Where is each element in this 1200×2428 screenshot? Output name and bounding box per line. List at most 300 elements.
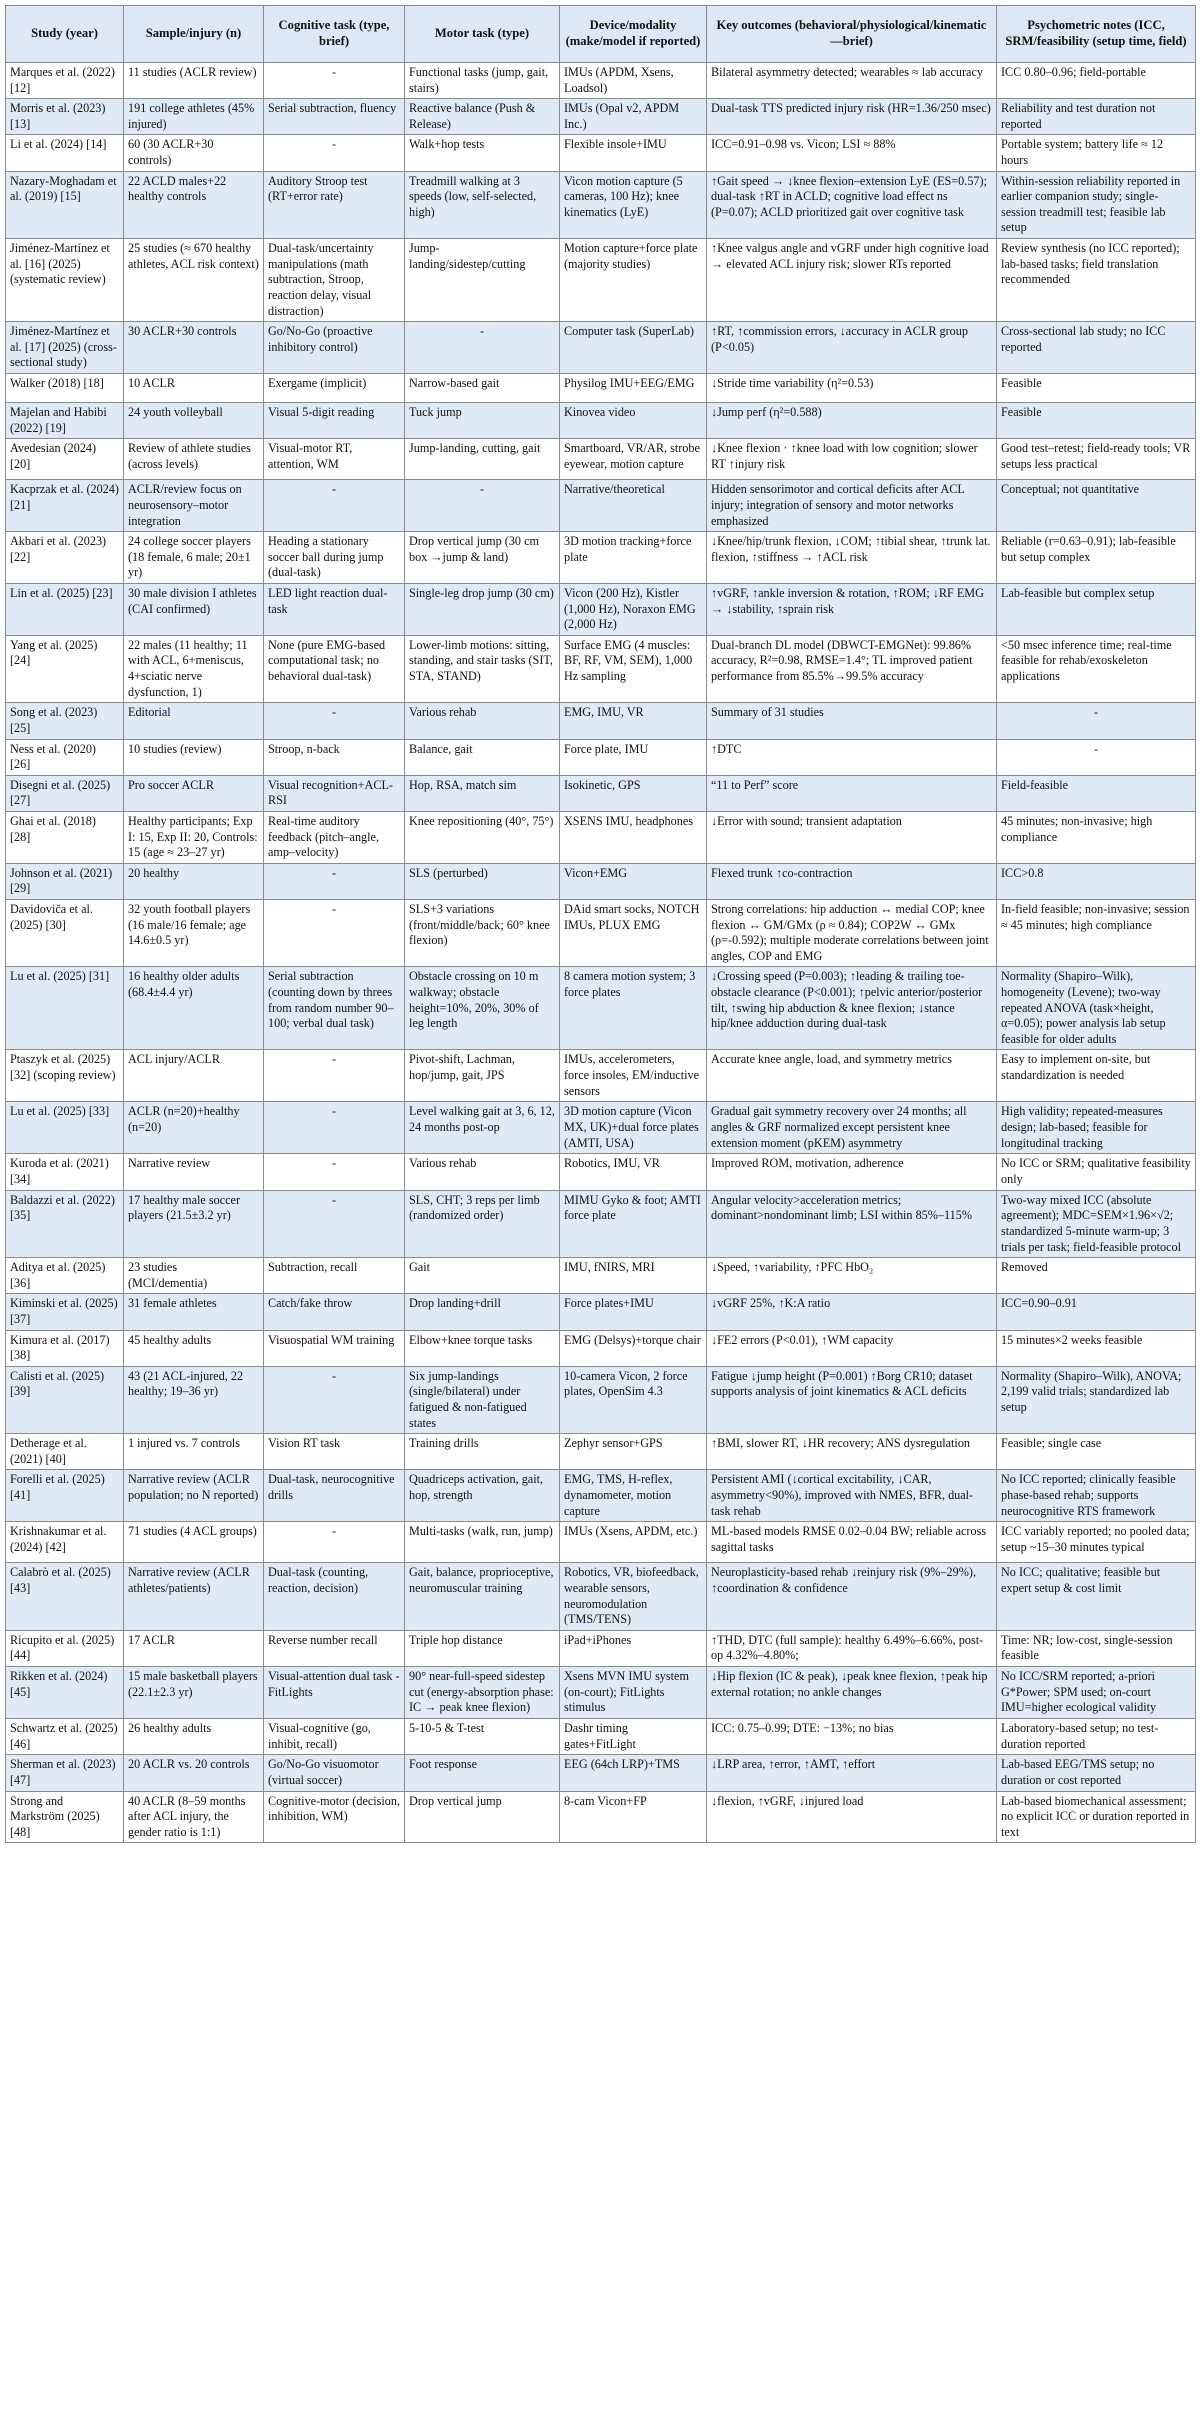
cell-motor-task: Gait: [405, 1258, 560, 1294]
cell-psychometric-notes: 15 minutes×2 weeks feasible: [997, 1330, 1196, 1366]
cell-motor-task: -: [405, 322, 560, 374]
cell-motor-task: Training drills: [405, 1434, 560, 1470]
cell-cognitive-task: Auditory Stroop test (RT+error rate): [264, 171, 405, 238]
cell-motor-task: SLS, CHT; 3 reps per limb (randomized order): [405, 1190, 560, 1257]
cell-device: EMG, IMU, VR: [560, 703, 707, 739]
cell-key-outcomes: Summary of 31 studies: [707, 703, 997, 739]
cell-study: Lu et al. (2025) [33]: [6, 1102, 124, 1154]
cell-sample: 24 youth volleyball: [124, 403, 264, 439]
cell-cognitive-task: Real-time auditory feedback (pitch–angle, amp–velocity): [264, 811, 405, 863]
cell-study: Akbari et al. (2023) [22]: [6, 532, 124, 584]
table-row: [6, 1791, 1196, 1843]
cell-cognitive-task: Reverse number recall: [264, 1630, 405, 1666]
cell-sample: 17 healthy male soccer players (21.5±3.2 yr): [124, 1190, 264, 1257]
table-row: [6, 739, 1196, 775]
cell-key-outcomes: ↑Knee valgus angle and vGRF under high cognitive load → elevated ACL injury risk; slower RTs reported: [707, 239, 997, 322]
cell-motor-task: SLS (perturbed): [405, 863, 560, 899]
table-row: [6, 322, 1196, 374]
cell-cognitive-task: -: [264, 1190, 405, 1257]
cell-key-outcomes: ↓LRP area, ↑error, ↑AMT, ↑effort: [707, 1755, 997, 1791]
cell-sample: 16 healthy older adults (68.4±4.4 yr): [124, 967, 264, 1050]
cell-cognitive-task: -: [264, 703, 405, 739]
cell-device: Xsens MVN IMU system (on-court); FitLights stimulus: [560, 1667, 707, 1719]
cell-device: IMUs (Opal v2, APDM Inc.): [560, 99, 707, 135]
cell-study: Walker (2018) [18]: [6, 374, 124, 403]
cell-cognitive-task: -: [264, 135, 405, 171]
cell-key-outcomes: ↓Error with sound; transient adaptation: [707, 811, 997, 863]
cell-psychometric-notes: No ICC reported; clinically feasible phase-based rehab; supports neurocognitive RTS framework: [997, 1470, 1196, 1522]
cell-psychometric-notes: Good test–retest; field-ready tools; VR setups less practical: [997, 439, 1196, 480]
cell-study: Ghai et al. (2018) [28]: [6, 811, 124, 863]
cell-cognitive-task: Dual-task, neurocognitive drills: [264, 1470, 405, 1522]
cell-motor-task: Balance, gait: [405, 739, 560, 775]
table-row: [6, 135, 1196, 171]
cell-device: EMG, TMS, H-reflex, dynamometer, motion capture: [560, 1470, 707, 1522]
cell-key-outcomes: ML-based models RMSE 0.02–0.04 BW; reliable across sagittal tasks: [707, 1522, 997, 1563]
cell-cognitive-task: Serial subtraction, fluency: [264, 99, 405, 135]
cell-sample: 11 studies (ACLR review): [124, 63, 264, 99]
cell-device: 10-camera Vicon, 2 force plates, OpenSim 4.3: [560, 1366, 707, 1433]
cell-key-outcomes: Strong correlations: hip adduction ↔ medial COP; knee flexion ↔ GM/GMx (ρ ≈ 0.84); COP2W ↔ GMx (ρ=-0.592); multiple moderate correlations between joint angles, COP and EMG: [707, 899, 997, 966]
table-row: [6, 1102, 1196, 1154]
table-row: [6, 1667, 1196, 1719]
cell-study: Strong and Markström (2025) [48]: [6, 1791, 124, 1843]
cell-cognitive-task: -: [264, 1154, 405, 1190]
cell-cognitive-task: Exergame (implicit): [264, 374, 405, 403]
cell-sample: 40 ACLR (8–59 months after ACL injury, the gender ratio is 1:1): [124, 1791, 264, 1843]
cell-motor-task: Triple hop distance: [405, 1630, 560, 1666]
cell-sample: Narrative review: [124, 1154, 264, 1190]
cell-psychometric-notes: Review synthesis (no ICC reported); lab-based tasks; field translation recommended: [997, 239, 1196, 322]
cell-sample: 20 ACLR vs. 20 controls: [124, 1755, 264, 1791]
table-row: [6, 1294, 1196, 1330]
cell-sample: ACLR (n=20)+healthy (n=20): [124, 1102, 264, 1154]
cell-motor-task: Knee repositioning (40°, 75°): [405, 811, 560, 863]
cell-cognitive-task: -: [264, 863, 405, 899]
cell-motor-task: Level walking gait at 3, 6, 12, 24 months post-op: [405, 1102, 560, 1154]
cell-psychometric-notes: Field-feasible: [997, 775, 1196, 811]
cell-key-outcomes: ↓Stride time variability (η²=0.53): [707, 374, 997, 403]
cell-study: Kiminski et al. (2025) [37]: [6, 1294, 124, 1330]
cell-psychometric-notes: ICC=0.90–0.91: [997, 1294, 1196, 1330]
cell-cognitive-task: -: [264, 1366, 405, 1433]
cell-device: Force plate, IMU: [560, 739, 707, 775]
cell-cognitive-task: -: [264, 899, 405, 966]
cell-key-outcomes: Bilateral asymmetry detected; wearables ≈ lab accuracy: [707, 63, 997, 99]
cell-cognitive-task: Visual-motor RT, attention, WM: [264, 439, 405, 480]
table-row: [6, 1366, 1196, 1433]
cell-study: Calabrò et al. (2025) [43]: [6, 1563, 124, 1630]
cell-psychometric-notes: Normality (Shapiro–Wilk), homogeneity (Levene); two-way repeated ANOVA (task×height, α=0.05); power analysis lab setup feasible for older adults: [997, 967, 1196, 1050]
cell-motor-task: SLS+3 variations (front/middle/back; 60° knee flexion): [405, 899, 560, 966]
cell-device: Flexible insole+IMU: [560, 135, 707, 171]
cell-sample: 25 studies (≈ 670 healthy athletes, ACL risk context): [124, 239, 264, 322]
header-study: Study (year): [6, 6, 124, 63]
cell-study: Jiménez-Martínez et al. [17] (2025) (cross-sectional study): [6, 322, 124, 374]
cell-key-outcomes: Dual-branch DL model (DBWCT-EMGNet): 99.86% accuracy, R²=0.98, RMSE=1.4°; TL improved patient performance from 85.5%→99.5% accuracy: [707, 635, 997, 702]
table-row: [6, 967, 1196, 1050]
cell-device: Physilog IMU+EEG/EMG: [560, 374, 707, 403]
cell-sample: 10 ACLR: [124, 374, 264, 403]
cell-key-outcomes: ↓flexion, ↑vGRF, ↓injured load: [707, 1791, 997, 1843]
cell-study: Marques et al. (2022) [12]: [6, 63, 124, 99]
cell-motor-task: Reactive balance (Push & Release): [405, 99, 560, 135]
cell-study: Li et al. (2024) [14]: [6, 135, 124, 171]
header-motor-task: Motor task (type): [405, 6, 560, 63]
cell-device: Dashr timing gates+FitLight: [560, 1719, 707, 1755]
cell-cognitive-task: Visual 5-digit reading: [264, 403, 405, 439]
cell-sample: 1 injured vs. 7 controls: [124, 1434, 264, 1470]
cell-sample: Narrative review (ACLR athletes/patients): [124, 1563, 264, 1630]
cell-study: Kacprzak et al. (2024) [21]: [6, 480, 124, 532]
cell-study: Lin et al. (2025) [23]: [6, 584, 124, 636]
cell-device: Vicon (200 Hz), Kistler (1,000 Hz), Noraxon EMG (2,000 Hz): [560, 584, 707, 636]
cell-key-outcomes: Dual-task TTS predicted injury risk (HR=1.36/250 msec): [707, 99, 997, 135]
cell-device: 8-cam Vicon+FP: [560, 1791, 707, 1843]
table-row: [6, 1563, 1196, 1630]
cell-motor-task: Six jump-landings (single/bilateral) under fatigued & non-fatigued states: [405, 1366, 560, 1433]
cell-psychometric-notes: No ICC; qualitative; feasible but expert setup & cost limit: [997, 1563, 1196, 1630]
cell-psychometric-notes: In-field feasible; non-invasive; session ≈ 45 minutes; high compliance: [997, 899, 1196, 966]
cell-psychometric-notes: -: [997, 703, 1196, 739]
table-row: [6, 775, 1196, 811]
cell-motor-task: Treadmill walking at 3 speeds (low, self-selected, high): [405, 171, 560, 238]
table-header-row: [6, 6, 1196, 63]
cell-psychometric-notes: Feasible: [997, 374, 1196, 403]
cell-sample: 15 male basketball players (22.1±2.3 yr): [124, 1667, 264, 1719]
cell-sample: 191 college athletes (45% injured): [124, 99, 264, 135]
cell-motor-task: Jump-landing/sidestep/cutting: [405, 239, 560, 322]
table-row: [6, 239, 1196, 322]
cell-study: Schwartz et al. (2025) [46]: [6, 1719, 124, 1755]
cell-key-outcomes: Hidden sensorimotor and cortical deficits after ACL injury; integration of sensory and motor networks emphasized: [707, 480, 997, 532]
table-row: [6, 439, 1196, 480]
cell-cognitive-task: Dual-task (counting, reaction, decision): [264, 1563, 405, 1630]
table-row: [6, 703, 1196, 739]
table-row: [6, 1050, 1196, 1102]
cell-motor-task: Elbow+knee torque tasks: [405, 1330, 560, 1366]
cell-cognitive-task: Vision RT task: [264, 1434, 405, 1470]
cell-sample: 10 studies (review): [124, 739, 264, 775]
cell-sample: ACLR/review focus on neurosensory–motor integration: [124, 480, 264, 532]
cell-key-outcomes: ↑DTC: [707, 739, 997, 775]
cell-cognitive-task: Subtraction, recall: [264, 1258, 405, 1294]
cell-device: Kinovea video: [560, 403, 707, 439]
cell-study: Detherage et al. (2021) [40]: [6, 1434, 124, 1470]
cell-device: Surface EMG (4 muscles: BF, RF, VM, SEM), 1,000 Hz sampling: [560, 635, 707, 702]
header-device: Device/modality (make/model if reported): [560, 6, 707, 63]
cell-motor-task: Gait, balance, proprioceptive, neuromuscular training: [405, 1563, 560, 1630]
cell-motor-task: Jump-landing, cutting, gait: [405, 439, 560, 480]
cell-cognitive-task: LED light reaction dual-task: [264, 584, 405, 636]
cell-psychometric-notes: Feasible: [997, 403, 1196, 439]
cell-psychometric-notes: Cross-sectional lab study; no ICC reported: [997, 322, 1196, 374]
cell-motor-task: Pivot-shift, Lachman, hop/jump, gait, JPS: [405, 1050, 560, 1102]
cell-motor-task: Single-leg drop jump (30 cm): [405, 584, 560, 636]
cell-device: 3D motion capture (Vicon MX, UK)+dual force plates (AMTI, USA): [560, 1102, 707, 1154]
cell-device: Isokinetic, GPS: [560, 775, 707, 811]
cell-key-outcomes: Neuroplasticity-based rehab ↓reinjury risk (9%–29%), ↑coordination & confidence: [707, 1563, 997, 1630]
cell-psychometric-notes: No ICC or SRM; qualitative feasibility only: [997, 1154, 1196, 1190]
cell-key-outcomes: ICC: 0.75–0.99; DTE: −13%; no bias: [707, 1719, 997, 1755]
cell-study: Jiménez-Martínez et al. [16] (2025) (systematic review): [6, 239, 124, 322]
cell-key-outcomes: ↑vGRF, ↑ankle inversion & rotation, ↑ROM; ↓RF EMG → ↓stability, ↑sprain risk: [707, 584, 997, 636]
cell-study: Majelan and Habibi (2022) [19]: [6, 403, 124, 439]
cell-device: IMUs, accelerometers, force insoles, EM/inductive sensors: [560, 1050, 707, 1102]
cell-sample: Editorial: [124, 703, 264, 739]
cell-key-outcomes: Flexed trunk ↑co-contraction: [707, 863, 997, 899]
cell-sample: Healthy participants; Exp I: 15, Exp II: 20, Controls: 15 (age ≈ 23–27 yr): [124, 811, 264, 863]
cell-cognitive-task: Visual recognition+ACL-RSI: [264, 775, 405, 811]
cell-device: Robotics, IMU, VR: [560, 1154, 707, 1190]
cell-key-outcomes: ICC=0.91–0.98 vs. Vicon; LSI ≈ 88%: [707, 135, 997, 171]
cell-device: Force plates+IMU: [560, 1294, 707, 1330]
cell-study: Johnson et al. (2021) [29]: [6, 863, 124, 899]
cell-motor-task: Foot response: [405, 1755, 560, 1791]
cell-psychometric-notes: No ICC/SRM reported; a-priori G*Power; SPM used; on-court IMU=higher ecological validity: [997, 1667, 1196, 1719]
cell-motor-task: Obstacle crossing on 10 m walkway; obstacle height=10%, 20%, 30% of leg length: [405, 967, 560, 1050]
cell-psychometric-notes: <50 msec inference time; real-time feasible for rehab/exoskeleton applications: [997, 635, 1196, 702]
table-row: [6, 1630, 1196, 1666]
table-row: [6, 1330, 1196, 1366]
cell-psychometric-notes: Portable system; battery life ≈ 12 hours: [997, 135, 1196, 171]
cell-device: EEG (64ch LRP)+TMS: [560, 1755, 707, 1791]
cell-key-outcomes: ↓Hip flexion (IC & peak), ↓peak knee flexion, ↑peak hip external rotation; no ankle changes: [707, 1667, 997, 1719]
cell-motor-task: Hop, RSA, match sim: [405, 775, 560, 811]
table-row: [6, 532, 1196, 584]
cell-psychometric-notes: Lab-feasible but complex setup: [997, 584, 1196, 636]
cell-device: IMU, fNIRS, MRI: [560, 1258, 707, 1294]
table-row: [6, 171, 1196, 238]
cell-device: EMG (Delsys)+torque chair: [560, 1330, 707, 1366]
cell-psychometric-notes: Lab-based EEG/TMS setup; no duration or cost reported: [997, 1755, 1196, 1791]
cell-device: Narrative/theoretical: [560, 480, 707, 532]
header-psychometric-notes: Psychometric notes (ICC, SRM/feasibility (setup time, field): [997, 6, 1196, 63]
cell-key-outcomes: Angular velocity>acceleration metrics; dominant>nondominant limb; LSI within 85%–115%: [707, 1190, 997, 1257]
study-summary-table: [5, 5, 1196, 1843]
cell-cognitive-task: -: [264, 1102, 405, 1154]
table-row: [6, 1434, 1196, 1470]
cell-sample: ACL injury/ACLR: [124, 1050, 264, 1102]
cell-psychometric-notes: -: [997, 739, 1196, 775]
cell-sample: 20 healthy: [124, 863, 264, 899]
table-row: [6, 1470, 1196, 1522]
cell-motor-task: -: [405, 480, 560, 532]
cell-motor-task: Various rehab: [405, 703, 560, 739]
cell-cognitive-task: Visual-cognitive (go, inhibit, recall): [264, 1719, 405, 1755]
cell-study: Ptaszyk et al. (2025) [32] (scoping review): [6, 1050, 124, 1102]
table-row: [6, 99, 1196, 135]
cell-key-outcomes: ↑Gait speed → ↓knee flexion–extension LyE (ES=0.57); dual-task ↑RT in ACLD; cognitive load effect ns (P=0.07); ACLD prioritized gait over cognitive task: [707, 171, 997, 238]
cell-key-outcomes: Persistent AMI (↓cortical excitability, ↓CAR, asymmetry<90%), improved with NMES, BFR, dual-task rehab: [707, 1470, 997, 1522]
cell-cognitive-task: Catch/fake throw: [264, 1294, 405, 1330]
cell-key-outcomes: ↑THD, DTC (full sample): healthy 6.49%–6.66%, post-op 4.32%–4.80%;: [707, 1630, 997, 1666]
cell-psychometric-notes: ICC>0.8: [997, 863, 1196, 899]
cell-device: IMUs (APDM, Xsens, Loadsol): [560, 63, 707, 99]
table-row: [6, 635, 1196, 702]
cell-sample: 22 males (11 healthy; 11 with ACL, 6+meniscus, 4+sciatic nerve dysfunction, 1): [124, 635, 264, 702]
cell-key-outcomes: Fatigue ↓jump height (P=0.001) ↑Borg CR10; dataset supports analysis of joint kinematics & ACL deficits: [707, 1366, 997, 1433]
cell-motor-task: Quadriceps activation, gait, hop, strength: [405, 1470, 560, 1522]
cell-motor-task: Drop vertical jump: [405, 1791, 560, 1843]
cell-device: Robotics, VR, biofeedback, wearable sensors, neuromodulation (TMS/TENS): [560, 1563, 707, 1630]
cell-device: MIMU Gyko & foot; AMTI force plate: [560, 1190, 707, 1257]
header-cognitive-task: Cognitive task (type, brief): [264, 6, 405, 63]
cell-study: Sherman et al. (2023) [47]: [6, 1755, 124, 1791]
cell-motor-task: Drop landing+drill: [405, 1294, 560, 1330]
cell-cognitive-task: Cognitive-motor (decision, inhibition, WM): [264, 1791, 405, 1843]
cell-cognitive-task: -: [264, 480, 405, 532]
cell-sample: 71 studies (4 ACL groups): [124, 1522, 264, 1563]
cell-motor-task: 5-10-5 & T-test: [405, 1719, 560, 1755]
table-row: [6, 1719, 1196, 1755]
table-row: [6, 480, 1196, 532]
cell-motor-task: Walk+hop tests: [405, 135, 560, 171]
cell-sample: 43 (21 ACL-injured, 22 healthy; 19–36 yr): [124, 1366, 264, 1433]
cell-sample: 30 ACLR+30 controls: [124, 322, 264, 374]
cell-study: Krishnakumar et al. (2024) [42]: [6, 1522, 124, 1563]
cell-cognitive-task: Visuospatial WM training: [264, 1330, 405, 1366]
cell-motor-task: Functional tasks (jump, gait, stairs): [405, 63, 560, 99]
cell-sample: 30 male division I athletes (CAI confirmed): [124, 584, 264, 636]
cell-key-outcomes: ↓Knee flexion · ↑knee load with low cognition; slower RT ↑injury risk: [707, 439, 997, 480]
cell-cognitive-task: Go/No-Go (proactive inhibitory control): [264, 322, 405, 374]
table-row: [6, 584, 1196, 636]
table-row: [6, 1154, 1196, 1190]
cell-study: Rikken et al. (2024) [45]: [6, 1667, 124, 1719]
cell-motor-task: Narrow-based gait: [405, 374, 560, 403]
cell-study: Calisti et al. (2025) [39]: [6, 1366, 124, 1433]
cell-cognitive-task: Serial subtraction (counting down by threes from random number 90–100; verbal dual task): [264, 967, 405, 1050]
cell-cognitive-task: Heading a stationary soccer ball during jump (dual-task): [264, 532, 405, 584]
cell-key-outcomes: ↑BMI, slower RT, ↓HR recovery; ANS dysregulation: [707, 1434, 997, 1470]
table-row: [6, 63, 1196, 99]
table-row: [6, 811, 1196, 863]
table-body: [6, 63, 1196, 1843]
cell-sample: Pro soccer ACLR: [124, 775, 264, 811]
header-key-outcomes: Key outcomes (behavioral/physiological/kinematic—brief): [707, 6, 997, 63]
cell-key-outcomes: Improved ROM, motivation, adherence: [707, 1154, 997, 1190]
cell-psychometric-notes: 45 minutes; non-invasive; high compliance: [997, 811, 1196, 863]
cell-device: Computer task (SuperLab): [560, 322, 707, 374]
header-sample: Sample/injury (n): [124, 6, 264, 63]
cell-study: Davidoviča et al. (2025) [30]: [6, 899, 124, 966]
cell-device: Vicon+EMG: [560, 863, 707, 899]
cell-study: Kuroda et al. (2021) [34]: [6, 1154, 124, 1190]
cell-cognitive-task: None (pure EMG-based computational task; no behavioral dual-task): [264, 635, 405, 702]
cell-key-outcomes: ↓Jump perf (η²=0.588): [707, 403, 997, 439]
cell-psychometric-notes: Removed: [997, 1258, 1196, 1294]
cell-cognitive-task: Dual-task/uncertainty manipulations (math subtraction, Stroop, reaction delay, visual distraction): [264, 239, 405, 322]
cell-motor-task: Drop vertical jump (30 cm box →jump & land): [405, 532, 560, 584]
cell-sample: 23 studies (MCI/dementia): [124, 1258, 264, 1294]
cell-sample: 17 ACLR: [124, 1630, 264, 1666]
cell-device: Vicon motion capture (5 cameras, 100 Hz); knee kinematics (LyE): [560, 171, 707, 238]
cell-device: DAid smart socks, NOTCH IMUs, PLUX EMG: [560, 899, 707, 966]
cell-psychometric-notes: Time: NR; low-cost, single-session feasible: [997, 1630, 1196, 1666]
cell-motor-task: Multi-tasks (walk, run, jump): [405, 1522, 560, 1563]
cell-study: Forelli et al. (2025) [41]: [6, 1470, 124, 1522]
table-row: [6, 863, 1196, 899]
cell-key-outcomes: ↓Knee/hip/trunk flexion, ↓COM; ↑tibial shear, ↑trunk lat. flexion, ↑stiffness → ↑ACL risk: [707, 532, 997, 584]
table-row: [6, 1755, 1196, 1791]
cell-cognitive-task: -: [264, 1522, 405, 1563]
cell-device: iPad+iPhones: [560, 1630, 707, 1666]
cell-sample: 45 healthy adults: [124, 1330, 264, 1366]
cell-study: Kimura et al. (2017) [38]: [6, 1330, 124, 1366]
cell-psychometric-notes: ICC variably reported; no pooled data; setup ~15–30 minutes typical: [997, 1522, 1196, 1563]
table-row: [6, 1190, 1196, 1257]
cell-study: Nazary-Moghadam et al. (2019) [15]: [6, 171, 124, 238]
cell-device: Motion capture+force plate (majority studies): [560, 239, 707, 322]
cell-motor-task: Various rehab: [405, 1154, 560, 1190]
cell-psychometric-notes: High validity; repeated-measures design; lab-based; feasible for longitudinal tracking: [997, 1102, 1196, 1154]
cell-study: Morris et al. (2023) [13]: [6, 99, 124, 135]
cell-psychometric-notes: Laboratory-based setup; no test-duration reported: [997, 1719, 1196, 1755]
cell-device: Smartboard, VR/AR, strobe eyewear, motion capture: [560, 439, 707, 480]
cell-motor-task: 90° near-full-speed sidestep cut (energy-absorption phase: IC → peak knee flexion): [405, 1667, 560, 1719]
cell-motor-task: Tuck jump: [405, 403, 560, 439]
cell-key-outcomes: “11 to Perf” score: [707, 775, 997, 811]
cell-key-outcomes: ↓FE2 errors (P<0.01), ↑WM capacity: [707, 1330, 997, 1366]
cell-study: Yang et al. (2025) [24]: [6, 635, 124, 702]
cell-psychometric-notes: Normality (Shapiro–Wilk), ANOVA; 2,199 valid trials; standardized lab setup: [997, 1366, 1196, 1433]
cell-study: Ness et al. (2020) [26]: [6, 739, 124, 775]
cell-psychometric-notes: Lab-based biomechanical assessment; no explicit ICC or duration reported in text: [997, 1791, 1196, 1843]
review-table-container: [5, 5, 1195, 1843]
cell-study: Avedesian (2024) [20]: [6, 439, 124, 480]
cell-sample: 31 female athletes: [124, 1294, 264, 1330]
cell-psychometric-notes: Conceptual; not quantitative: [997, 480, 1196, 532]
cell-device: IMUs (Xsens, APDM, etc.): [560, 1522, 707, 1563]
cell-key-outcomes: ↓vGRF 25%, ↑K:A ratio: [707, 1294, 997, 1330]
cell-device: 3D motion tracking+force plate: [560, 532, 707, 584]
cell-cognitive-task: Visual-attention dual task - FitLights: [264, 1667, 405, 1719]
cell-psychometric-notes: ICC 0.80–0.96; field-portable: [997, 63, 1196, 99]
cell-sample: 24 college soccer players (18 female, 6 male; 20±1 yr): [124, 532, 264, 584]
table-row: [6, 1522, 1196, 1563]
cell-study: Baldazzi et al. (2022) [35]: [6, 1190, 124, 1257]
cell-study: Song et al. (2023) [25]: [6, 703, 124, 739]
cell-key-outcomes: Gradual gait symmetry recovery over 24 months; all angles & GRF normalized except persistent knee extension moment (pKEM) asymmetry: [707, 1102, 997, 1154]
cell-sample: Review of athlete studies (across levels): [124, 439, 264, 480]
cell-cognitive-task: Go/No-Go visuomotor (virtual soccer): [264, 1755, 405, 1791]
cell-device: Zephyr sensor+GPS: [560, 1434, 707, 1470]
cell-sample: 60 (30 ACLR+30 controls): [124, 135, 264, 171]
cell-study: Ricupito et al. (2025) [44]: [6, 1630, 124, 1666]
cell-psychometric-notes: Easy to implement on-site, but standardization is needed: [997, 1050, 1196, 1102]
cell-sample: 32 youth football players (16 male/16 female; age 14.6±0.5 yr): [124, 899, 264, 966]
cell-device: XSENS IMU, headphones: [560, 811, 707, 863]
cell-cognitive-task: -: [264, 63, 405, 99]
cell-study: Aditya et al. (2025) [36]: [6, 1258, 124, 1294]
cell-sample: 22 ACLD males+22 healthy controls: [124, 171, 264, 238]
cell-motor-task: Lower-limb motions: sitting, standing, and stair tasks (SIT, STA, STAND): [405, 635, 560, 702]
cell-study: Disegni et al. (2025) [27]: [6, 775, 124, 811]
cell-psychometric-notes: Reliability and test duration not reported: [997, 99, 1196, 135]
cell-cognitive-task: Stroop, n-back: [264, 739, 405, 775]
cell-key-outcomes: ↓Crossing speed (P=0.003); ↑leading & trailing toe-obstacle clearance (P<0.001); ↑pelvic anterior/posterior tilt, ↑swing hip abduction & knee flexion; ↓stance hip/knee adduction during dual-task: [707, 967, 997, 1050]
table-row: [6, 403, 1196, 439]
cell-key-outcomes: Accurate knee angle, load, and symmetry metrics: [707, 1050, 997, 1102]
cell-key-outcomes: ↓Speed, ↑variability, ↑PFC HbO₂: [707, 1258, 997, 1294]
cell-sample: Narrative review (ACLR population; no N reported): [124, 1470, 264, 1522]
cell-psychometric-notes: Feasible; single case: [997, 1434, 1196, 1470]
cell-device: 8 camera motion system; 3 force plates: [560, 967, 707, 1050]
cell-psychometric-notes: Reliable (r=0.63–0.91); lab-feasible but setup complex: [997, 532, 1196, 584]
table-row: [6, 1258, 1196, 1294]
cell-psychometric-notes: Within-session reliability reported in earlier companion study; single-session treadmill test; feasible lab setup: [997, 171, 1196, 238]
